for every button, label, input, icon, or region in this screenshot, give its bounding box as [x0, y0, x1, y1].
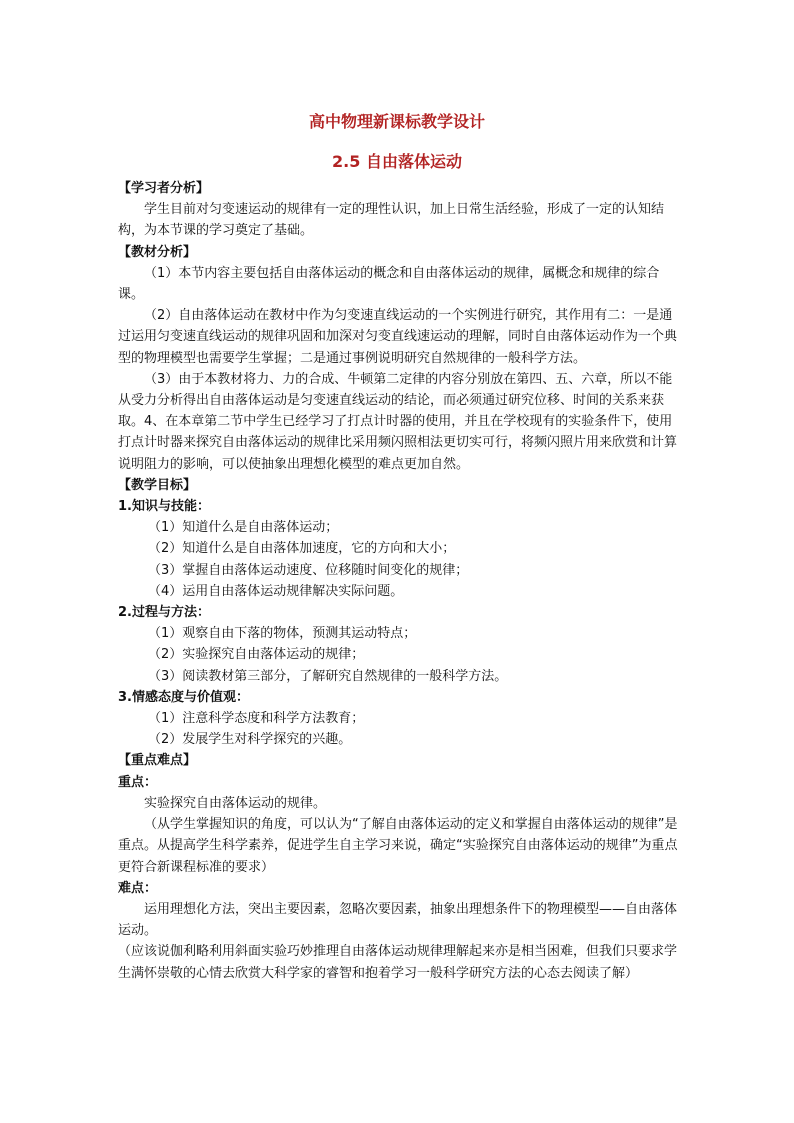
- document-title: 高中物理新课标教学设计: [308, 112, 485, 131]
- key-point-label: 重点：: [118, 774, 158, 790]
- list-item: （3）掌握自由落体运动速度、位移随时间变化的规律；: [148, 562, 469, 578]
- key-point-note: （从学生掌握知识的角度，可以认为“了解自由落体运动的定义和掌握自由落体运动的规律”是重点。从提高学生科学素养，促进学生自主学习来说，确定“实验探究自由落体运动的规律”为重点更符合新课程标准的要求）: [118, 817, 678, 875]
- list-item: （2）发展学生对科学探究的兴趣。: [148, 732, 352, 748]
- goal-knowledge-label: 1.知识与技能：: [118, 499, 210, 515]
- list-item: （1）观察自由下落的物体，预测其运动特点；: [148, 626, 417, 642]
- section-heading-material: 【教材分析】: [118, 244, 197, 260]
- goal-process-label: 2.过程与方法：: [118, 605, 210, 621]
- material-paragraph-3: （3）由于本教材将力、力的合成、牛顿第二定律的内容分别放在第四、五、六章，所以不能从受力分析得出自由落体运动是匀变速直线运动的结论，而必须通过研究位移、时间的关系来获取。4、在本章第二节中学生已经学习了打点计时器的使用，并且在学校现有的实验条件下，使用打点计时器来探究自由落体运动的规律比采用频闪照相法更切实可行，将频闪照片用来欣赏和计算说明阻力的影响，可以使抽象出理想化模型的难点更加自然。: [118, 371, 678, 472]
- list-item: （4）运用自由落体运动规律解决实际问题。: [148, 583, 404, 599]
- section-heading-keypoints: 【重点难点】: [118, 753, 197, 769]
- material-paragraph-2: （2）自由落体运动在教材中作为匀变速直线运动的一个实例进行研究，其作用有二：一是通过运用匀变速直线运动的规律巩固和加深对匀变直线速运动的理解，同时自由落体运动作为一个典型的物理模型也需要学生掌握；二是通过事例说明研究自然规律的一般科学方法。: [118, 308, 678, 366]
- section-heading-goals: 【教学目标】: [118, 477, 197, 493]
- learner-paragraph: 学生目前对匀变速运动的规律有一定的理性认识，加上日常生活经验，形成了一定的认知结构，为本节课的学习奠定了基础。: [118, 202, 665, 239]
- key-point-text: 实验探究自由落体运动的规律。: [144, 795, 327, 811]
- list-item: （3）阅读教材第三部分，了解研究自然规律的一般科学方法。: [148, 668, 508, 684]
- lesson-title: 2.5 自由落体运动: [332, 152, 462, 171]
- document-body: [118, 178, 678, 984]
- list-item: （1）知道什么是自由落体运动；: [148, 520, 339, 536]
- list-item: （2）实验探究自由落体运动的规律；: [148, 647, 365, 663]
- difficulty-text: 运用理想化方法，突出主要因素，忽略次要因素，抽象出理想条件下的物理模型——自由落体运动。: [118, 901, 678, 939]
- difficulty-note: （应该说伽利略利用斜面实验巧妙推理自由落体运动规律理解起来亦是相当困难，但我们只要求学生满怀崇敬的心情去欣赏大科学家的睿智和抱着学习一般科学研究方法的心态去阅读了解）: [118, 944, 678, 981]
- goal-emotion-label: 3.情感态度与价值观：: [118, 689, 249, 705]
- material-paragraph-1: （1）本节内容主要包括自由落体运动的概念和自由落体运动的规律，属概念和规律的综合课。: [118, 265, 660, 303]
- list-item: （1）注意科学态度和科学方法教育；: [148, 711, 365, 727]
- difficulty-label: 难点：: [118, 880, 158, 896]
- list-item: （2）知道什么是自由落体加速度，它的方向和大小；: [148, 541, 456, 557]
- section-heading-learner: 【学习者分析】: [118, 181, 210, 196]
